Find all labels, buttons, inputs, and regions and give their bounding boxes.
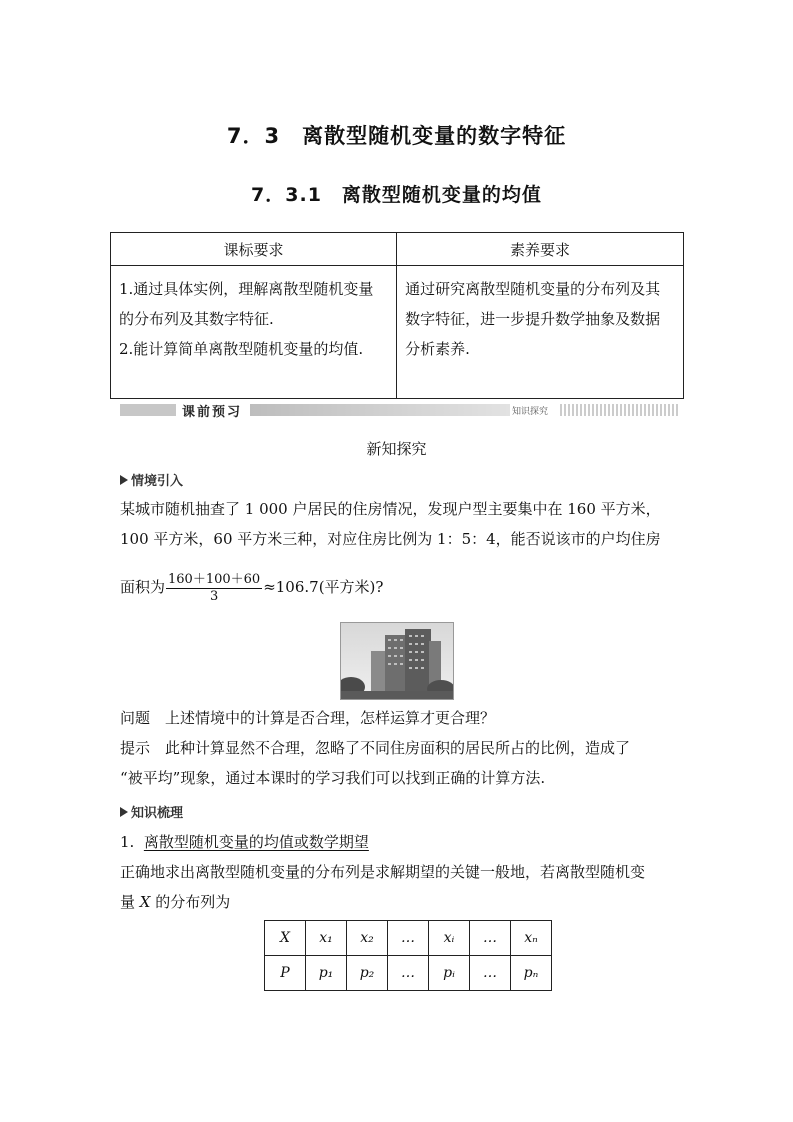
table-cell: P xyxy=(265,956,306,991)
situation-line: 某城市随机抽查了 1 000 户居民的住房情况，发现户型主要集中在 160 平方米， xyxy=(120,500,661,518)
fraction-numerator: 160＋100＋60 xyxy=(168,571,261,587)
knowledge-line-prefix: 量 xyxy=(120,893,136,911)
table-cell: x₂ xyxy=(347,921,388,956)
table-cell: … xyxy=(388,921,429,956)
curriculum-line: 的分布列及其数字特征. xyxy=(119,310,274,328)
fraction-denominator: 3 xyxy=(209,588,219,604)
banner-label: 课前预习 xyxy=(182,405,243,420)
literacy-line: 数字特征，进一步提升数学抽象及数据 xyxy=(405,310,661,328)
item-number: 1. xyxy=(120,833,135,851)
literacy-requirements-header: 素养要求 xyxy=(397,233,684,266)
banner-bar xyxy=(120,404,176,416)
banner-bar xyxy=(560,404,678,416)
table-cell: xₙ xyxy=(511,921,552,956)
hint-text-continued: “被平均”现象，通过本课时的学习我们可以找到正确的计算方法. xyxy=(120,769,546,787)
banner-bar xyxy=(250,404,510,416)
requirements-table xyxy=(110,232,684,399)
curriculum-requirements-cell xyxy=(111,266,397,399)
table-row xyxy=(265,921,552,956)
table-cell: X xyxy=(265,921,306,956)
apartment-building-photo xyxy=(340,622,454,700)
situation-heading-label: 情境引入 xyxy=(131,474,184,489)
banner-tag: 知识探究 xyxy=(512,407,549,417)
triangle-marker-icon xyxy=(120,807,128,817)
situation-formula-line xyxy=(120,570,690,605)
item-title: 离散型随机变量的均值或数学期望 xyxy=(143,833,369,851)
knowledge-heading-label: 知识梳理 xyxy=(131,806,184,821)
triangle-marker-icon xyxy=(120,475,128,485)
table-cell: p₂ xyxy=(347,956,388,991)
hint-label: 提示 xyxy=(120,739,151,757)
question-paragraph xyxy=(120,703,690,733)
table-cell: … xyxy=(470,956,511,991)
question-text: 上述情境中的计算是否合理，怎样运算才更合理？ xyxy=(165,709,496,727)
preview-banner xyxy=(120,402,678,420)
table-row xyxy=(265,956,552,991)
table-cell: … xyxy=(470,921,511,956)
literacy-line: 分析素养. xyxy=(405,340,470,358)
situation-line: 100 平方米，60 平方米三种，对应住房比例为 1：5：4，能否说该市的户均住房 xyxy=(120,530,661,548)
page-title: 7．3 离散型随机变量的数字特征 xyxy=(226,124,567,148)
question-label: 问题 xyxy=(120,709,151,727)
table-cell: xᵢ xyxy=(429,921,470,956)
table-cell: pₙ xyxy=(511,956,552,991)
section-title: 新知探究 xyxy=(366,440,427,458)
curriculum-line: 1.通过具体实例，理解离散型随机变量 xyxy=(119,280,374,298)
situation-paragraph xyxy=(120,494,690,554)
literacy-requirements-cell xyxy=(397,266,684,399)
random-variable-symbol: X xyxy=(139,893,151,911)
page-subtitle: 7．3.1 离散型随机变量的均值 xyxy=(251,184,542,206)
table-cell: … xyxy=(388,956,429,991)
knowledge-heading xyxy=(120,802,183,821)
table-cell: p₁ xyxy=(306,956,347,991)
table-cell: x₁ xyxy=(306,921,347,956)
situation-heading xyxy=(120,470,183,489)
formula-suffix: ≈106.7(平方米)? xyxy=(263,578,384,596)
hint-paragraph xyxy=(120,733,690,793)
knowledge-line-suffix: 的分布列为 xyxy=(155,893,231,911)
knowledge-line: 正确地求出离散型随机变量的分布列是求解期望的关键一般地，若离散型随机变 xyxy=(120,863,646,881)
building-image xyxy=(341,623,453,699)
curriculum-requirements-header: 课标要求 xyxy=(111,233,397,266)
knowledge-item-title xyxy=(120,827,690,857)
average-fraction xyxy=(166,572,262,605)
knowledge-paragraph xyxy=(120,857,690,917)
distribution-table xyxy=(264,920,552,991)
formula-prefix: 面积为 xyxy=(120,578,166,596)
hint-text: 此种计算显然不合理，忽略了不同住房面积的居民所占的比例，造成了 xyxy=(165,739,631,757)
table-cell: pᵢ xyxy=(429,956,470,991)
literacy-line: 通过研究离散型随机变量的分布列及其 xyxy=(405,280,661,298)
curriculum-line: 2.能计算简单离散型随机变量的均值. xyxy=(119,340,364,358)
